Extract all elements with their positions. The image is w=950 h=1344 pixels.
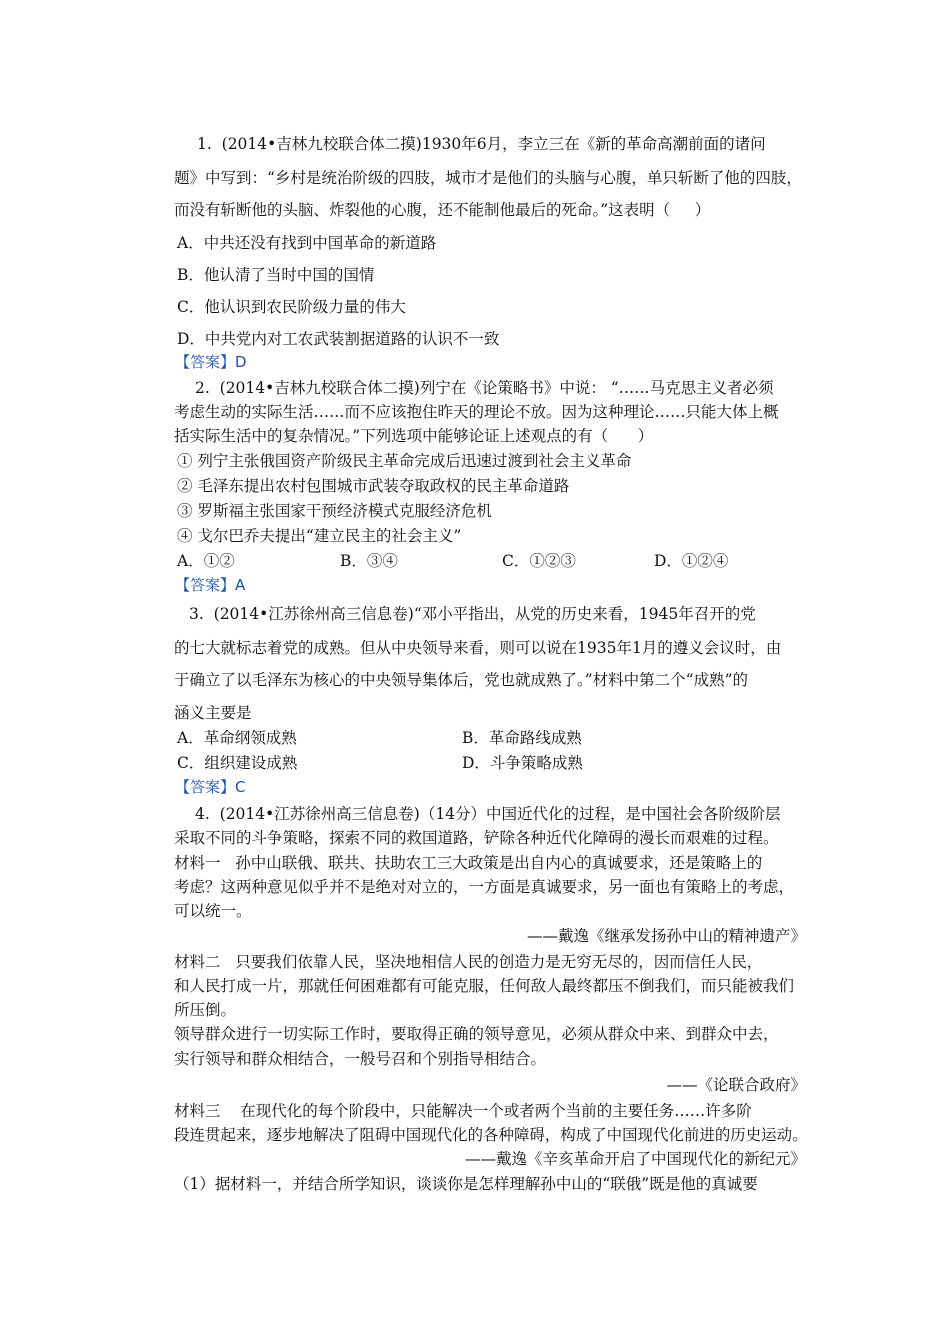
answer-value: D xyxy=(235,353,247,371)
q2-option-b: B．③④ xyxy=(340,552,398,570)
q2-stem-line2: 考虑生动的实际生活……而不应该抱住昨天的理论不放。因为这种理论……只能大体上概 xyxy=(174,403,779,421)
q4-material2-line3: 所压倒。 xyxy=(174,1001,237,1019)
q2-stem-line1: 2. (2014•吉林九校联合体二摸)列宁在《论策略书》中说： “……马克思主义者必须 xyxy=(195,379,774,397)
q2-option-a: A．①② xyxy=(177,552,235,570)
q4-stem-line1: 4. (2014•江苏徐州高三信息卷)（14分）中国近代化的过程，是中国社会各阶级阶层 xyxy=(195,805,781,823)
q4-material2-line5: 实行领导和群众相结合，一般号召和个别指导相结合。 xyxy=(174,1050,547,1068)
q3-option-a: A．革命纲领成熟 xyxy=(177,729,297,747)
q4-material1-line2: 考虑？这两种意见似乎并不是绝对对立的，一方面是真诚要求，另一面也有策略上的考虑， xyxy=(174,878,795,896)
q3-stem-line2: 的七大就标志着党的成熟。但从中央领导来看，则可以说在1935年1月的遵义会议时，由 xyxy=(174,639,782,657)
q3-stem-line3: 于确立了以毛泽东为核心的中央领导集体后，党也就成熟了。”材料中第二个“成熟”的 xyxy=(174,671,749,689)
q1-answer xyxy=(175,352,247,372)
q4-material3-source: ——戴逸《辛亥革命开启了中国现代化的新纪元》 xyxy=(464,1150,806,1168)
q1-stem-line3: 而没有斩断他的头脑、炸裂他的心腹，还不能制他最后的死命。”这表明（ ） xyxy=(174,201,711,219)
answer-value: C xyxy=(235,778,246,796)
q2-item-1: ① 列宁主张俄国资产阶级民主革命完成后迅速过渡到社会主义革命 xyxy=(177,452,632,470)
q2-item-4: ④ 戈尔巴乔夫提出“建立民主的社会主义” xyxy=(177,527,462,545)
q2-item-2: ② 毛泽东提出农村包围城市武装夺取政权的民主革命道路 xyxy=(177,477,570,495)
q2-stem-line3: 括实际生活中的复杂情况。”下列选项中能够论证上述观点的有（ ） xyxy=(174,427,654,445)
answer-label: 【答案】 xyxy=(175,576,236,594)
q4-material2-source: ——《论联合政府》 xyxy=(666,1076,806,1094)
q2-option-c: C．①②③ xyxy=(502,552,576,570)
q4-material1-line1: 材料一 孙中山联俄、联共、扶助农工三大政策是出自内心的真诚要求，还是策略上的 xyxy=(174,854,763,872)
answer-label: 【答案】 xyxy=(175,778,236,796)
q3-option-c: C．组织建设成熟 xyxy=(177,754,298,772)
q3-option-d: D．斗争策略成熟 xyxy=(462,754,583,772)
q1-option-b: B．他认清了当时中国的国情 xyxy=(177,266,375,284)
q4-material1-source: ——戴逸《继承发扬孙中山的精神遗产》 xyxy=(526,927,806,945)
q3-stem-line1: 3. (2014•江苏徐州高三信息卷)“邓小平指出，从党的历史来看，1945年召开的党 xyxy=(189,605,756,623)
q3-option-b: B．革命路线成熟 xyxy=(462,729,582,747)
answer-label: 【答案】 xyxy=(175,353,236,371)
q4-subquestion-1: （1）据材料一，并结合所学知识，谈谈你是怎样理解孙中山的“联俄”既是他的真诚要 xyxy=(174,1175,758,1193)
q4-stem-line2: 采取不同的斗争策略，探索不同的救国道路，铲除各种近代化障碍的漫长而艰难的过程。 xyxy=(174,829,779,847)
q4-material1-line3: 可以统一。 xyxy=(174,902,252,920)
q4-material3-line2: 段连贯起来，逐步地解决了阻碍中国现代化的各种障碍，构成了中国现代化前进的历史运动。 xyxy=(174,1126,808,1144)
q3-stem-line4: 涵义主要是 xyxy=(174,704,252,722)
q4-material2-line2: 和人民打成一片，那就任何困难都有可能克服，任何敌人最终都压不倒我们，而只能被我们 xyxy=(174,977,795,995)
q3-answer xyxy=(175,777,246,797)
q1-stem-line2: 题》中写到：“乡村是统治阶级的四肢，城市才是他们的头脑与心腹，单只斩断了他的四肢， xyxy=(174,169,802,187)
answer-value: A xyxy=(235,576,246,594)
q2-option-d: D．①②④ xyxy=(654,552,729,570)
q1-option-d: D．中共党内对工农武装割据道路的认识不一致 xyxy=(177,330,500,348)
q1-option-a: A．中共还没有找到中国革命的新道路 xyxy=(177,234,437,252)
q4-material3-line1: 材料三 在现代化的每个阶段中，只能解决一个或者两个当前的主要任务……许多阶 xyxy=(174,1102,752,1120)
q4-material2-line1: 材料二 只要我们依靠人民，坚决地相信人民的创造力是无穷无尽的，因而信任人民， xyxy=(174,953,763,971)
q1-option-c: C．他认识到农民阶级力量的伟大 xyxy=(177,298,406,316)
q2-answer xyxy=(175,575,245,595)
q4-material2-line4: 领导群众进行一切实际工作时，要取得正确的领导意见，必须从群众中来、到群众中去， xyxy=(174,1025,779,1043)
q1-stem-line1: 1. (2014•吉林九校联合体二摸)1930年6月，李立三在《新的革命高潮前面的诸问 xyxy=(197,135,766,153)
q2-item-3: ③ 罗斯福主张国家干预经济模式克服经济危机 xyxy=(177,502,492,520)
